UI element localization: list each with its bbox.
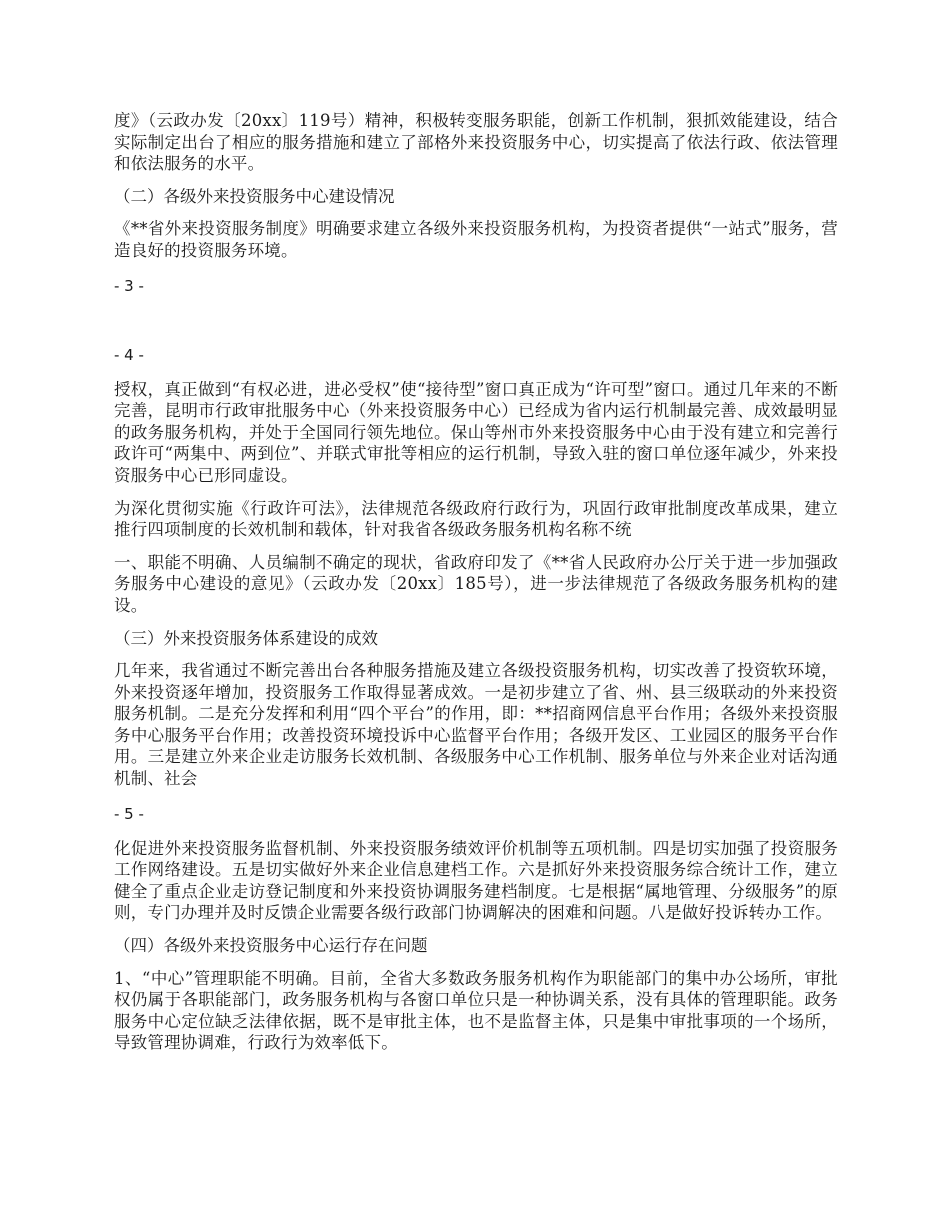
page-number-3: - 3 - bbox=[114, 276, 144, 295]
section-heading-3: （三）外来投资服务体系建设的成效 bbox=[114, 628, 378, 648]
paragraph-6: 几年来，我省通过不断完善出台各种服务措施及建立各级投资服务机构，切实改善了投资软环境，外来投资逐年增加，投资服务工作取得显著成效。一是初步建立了省、州、县三级联动的外来投资服务机制。二是充分发挥和利用“四个平台”的作用，即：**招商网信息平台作用；各级外来投资服务中心服务平台作用；改善投资环境投诉中心监督平台作用；各级开发区、工业园区的服务平台作用。三是建立外来企业走访服务长效机制、各级服务中心工作机制、服务单位与外来企业对话沟通机制、社会 bbox=[114, 661, 838, 789]
paragraph-8: 1、“中心”管理职能不明确。目前，全省大多数政务服务机构作为职能部门的集中办公场所，审批权仍属于各职能部门，政务服务机构与各窗口单位只是一种协调关系，没有具体的管理职能。政务服务中心定位缺乏法律依据，既不是审批主体，也不是监督主体，只是集中审批事项的一个场所，导致管理协调难，行政行为效率低下。 bbox=[114, 968, 838, 1053]
paragraph-7: 化促进外来投资服务监督机制、外来投资服务绩效评价机制等五项机制。四是切实加强了投资服务工作网络建设。五是切实做好外来企业信息建档工作。六是抓好外来投资服务综合统计工作，建立健全了重点企业走访登记制度和外来投资协调服务建档制度。七是根据“属地管理、分级服务”的原则，专门办理并及时反馈企业需要各级行政部门协调解决的困难和问题。八是做好投诉转办工作。 bbox=[114, 838, 838, 923]
paragraph-4: 为深化贯彻实施《行政许可法》，法律规范各级政府行政行为，巩固行政审批制度改革成果，建立推行四项制度的长效机制和载体，针对我省各级政务服务机构名称不统 bbox=[114, 498, 838, 540]
paragraph-5: 一、职能不明确、人员编制不确定的现状，省政府印发了《**省人民政府办公厅关于进一步加强政务服务中心建设的意见》（云政办发〔20xx〕185号），进一步法律规范了各级政务服务机构的建设。 bbox=[114, 552, 838, 615]
document-page bbox=[114, 110, 838, 1054]
page-number-4: - 4 - bbox=[114, 345, 144, 364]
section-heading-2: （二）各级外来投资服务中心建设情况 bbox=[114, 186, 395, 206]
page-number-5: - 5 - bbox=[114, 804, 144, 823]
section-heading-4: （四）各级外来投资服务中心运行存在问题 bbox=[114, 936, 428, 956]
paragraph-3: 授权，真正做到“有权必进，进必受权”使“接待型”窗口真正成为“许可型”窗口。通过几年来的不断完善，昆明市行政审批服务中心（外来投资服务中心）已经成为省内运行机制最完善、成效最明显的政务服务机构，并处于全国同行领先地位。保山等州市外来投资服务中心由于没有建立和完善行政许可“两集中、两到位”、并联式审批等相应的运行机制，导致入驻的窗口单位逐年减少，外来投资服务中心已形同虚设。 bbox=[114, 379, 838, 485]
paragraph-2: 《**省外来投资服务制度》明确要求建立各级外来投资服务机构，为投资者提供“一站式”服务，营造良好的投资服务环境。 bbox=[114, 219, 838, 260]
paragraph-1: 度》（云政办发〔20xx〕119号）精神，积极转变服务职能，创新工作机制，狠抓效能建设，结合实际制定出台了相应的服务措施和建立了部格外来投资服务中心，切实提高了依法行政、依法管理和依法服务的水平。 bbox=[114, 111, 838, 174]
